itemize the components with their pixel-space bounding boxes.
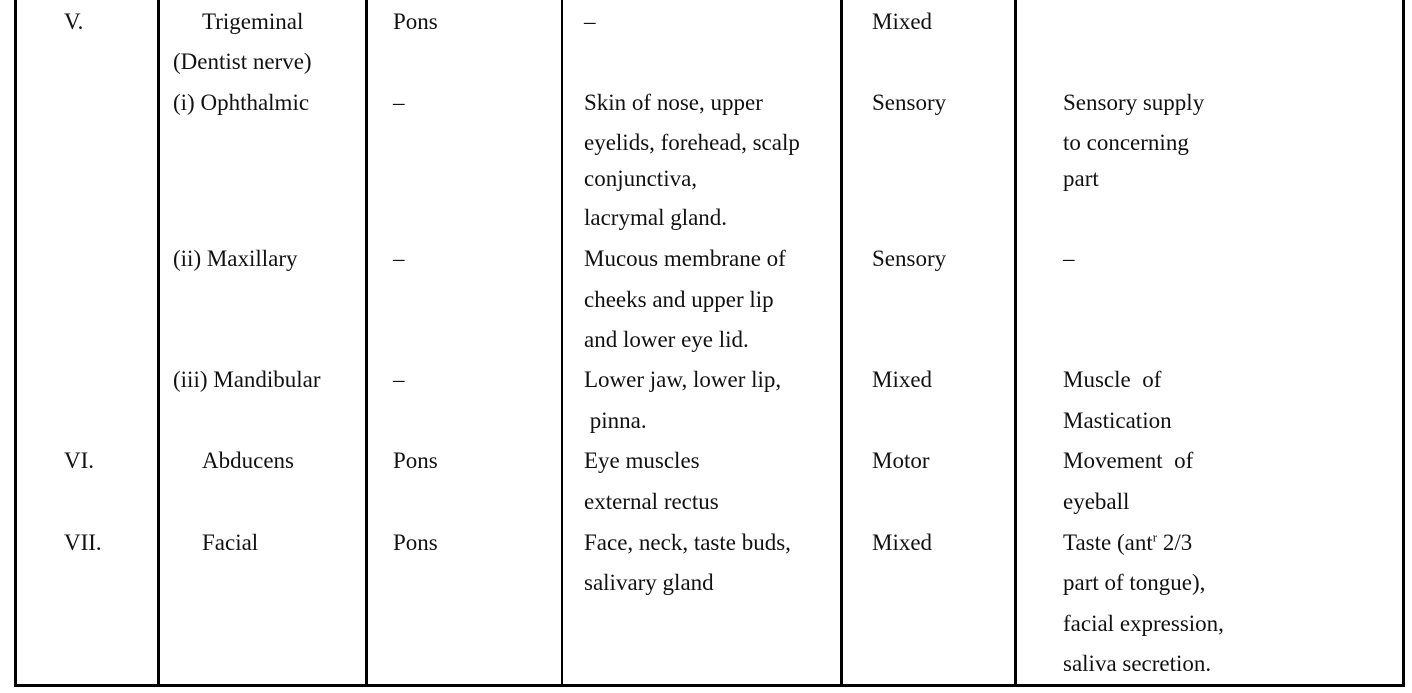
- distribution-line: cheeks and upper lip: [584, 287, 774, 312]
- col-divider: [561, 0, 563, 687]
- nature: Mixed: [872, 9, 933, 34]
- distribution: –: [584, 9, 596, 34]
- function-line: eyeball: [1063, 489, 1130, 514]
- origin: –: [393, 367, 405, 392]
- distribution-line: Face, neck, taste buds,: [584, 530, 791, 555]
- distribution-line: Eye muscles: [584, 448, 700, 473]
- origin: Pons: [393, 530, 438, 555]
- distribution-line: external rectus: [584, 489, 719, 514]
- function-line: Mastication: [1063, 408, 1172, 433]
- nature: Sensory: [872, 246, 947, 271]
- col-divider: [157, 0, 160, 687]
- function-line: facial expression,: [1063, 611, 1224, 636]
- origin: –: [393, 246, 405, 271]
- distribution-line: Skin of nose, upper: [584, 90, 763, 115]
- nature: Motor: [872, 448, 930, 473]
- function-text: 2/3: [1157, 530, 1193, 555]
- distribution-line: lacrymal gland.: [584, 205, 728, 230]
- row-number: VI.: [64, 448, 95, 473]
- distribution-line: salivary gland: [584, 570, 714, 595]
- table-bottom-border: [14, 684, 1405, 687]
- nerve-name: (ii) Maxillary: [173, 246, 298, 271]
- function-line: part of tongue),: [1063, 570, 1206, 595]
- function-line: Muscle of: [1063, 367, 1162, 392]
- nerve-name: Abducens: [202, 448, 294, 473]
- col-divider: [14, 0, 17, 687]
- col-divider: [1402, 0, 1405, 687]
- origin: Pons: [393, 448, 438, 473]
- function-line: –: [1063, 246, 1075, 271]
- distribution-line: Mucous membrane of: [584, 246, 786, 271]
- row-number: V.: [64, 9, 84, 34]
- function-line: Sensory supply: [1063, 90, 1205, 115]
- nerve-name: (i) Ophthalmic: [173, 90, 310, 115]
- distribution-line: conjunctiva,: [584, 166, 698, 191]
- superscript: r: [1152, 529, 1158, 545]
- function-line: [1063, 523, 1192, 563]
- col-divider: [1014, 0, 1017, 687]
- nerve-name: Facial: [202, 530, 259, 555]
- col-divider: [365, 0, 368, 687]
- nerve-name-note: (Dentist nerve): [173, 49, 312, 74]
- origin: Pons: [393, 9, 438, 34]
- nerve-name: Trigeminal: [202, 9, 304, 34]
- distribution-line: eyelids, forehead, scalp: [584, 130, 800, 155]
- nature: Mixed: [872, 530, 933, 555]
- nature: Sensory: [872, 90, 947, 115]
- distribution-line: Lower jaw, lower lip,: [584, 367, 782, 392]
- origin: –: [393, 90, 405, 115]
- function-line: part: [1063, 166, 1099, 191]
- function-line: saliva secretion.: [1063, 651, 1212, 676]
- row-number: VII.: [64, 530, 102, 555]
- nature: Mixed: [872, 367, 933, 392]
- distribution-line: and lower eye lid.: [584, 327, 749, 352]
- function-line: to concerning: [1063, 130, 1189, 155]
- distribution-line: pinna.: [584, 408, 647, 433]
- nerve-name: (iii) Mandibular: [173, 367, 321, 392]
- function-text: Taste (ant: [1063, 530, 1153, 555]
- function-line: Movement of: [1063, 448, 1194, 473]
- col-divider: [840, 0, 843, 687]
